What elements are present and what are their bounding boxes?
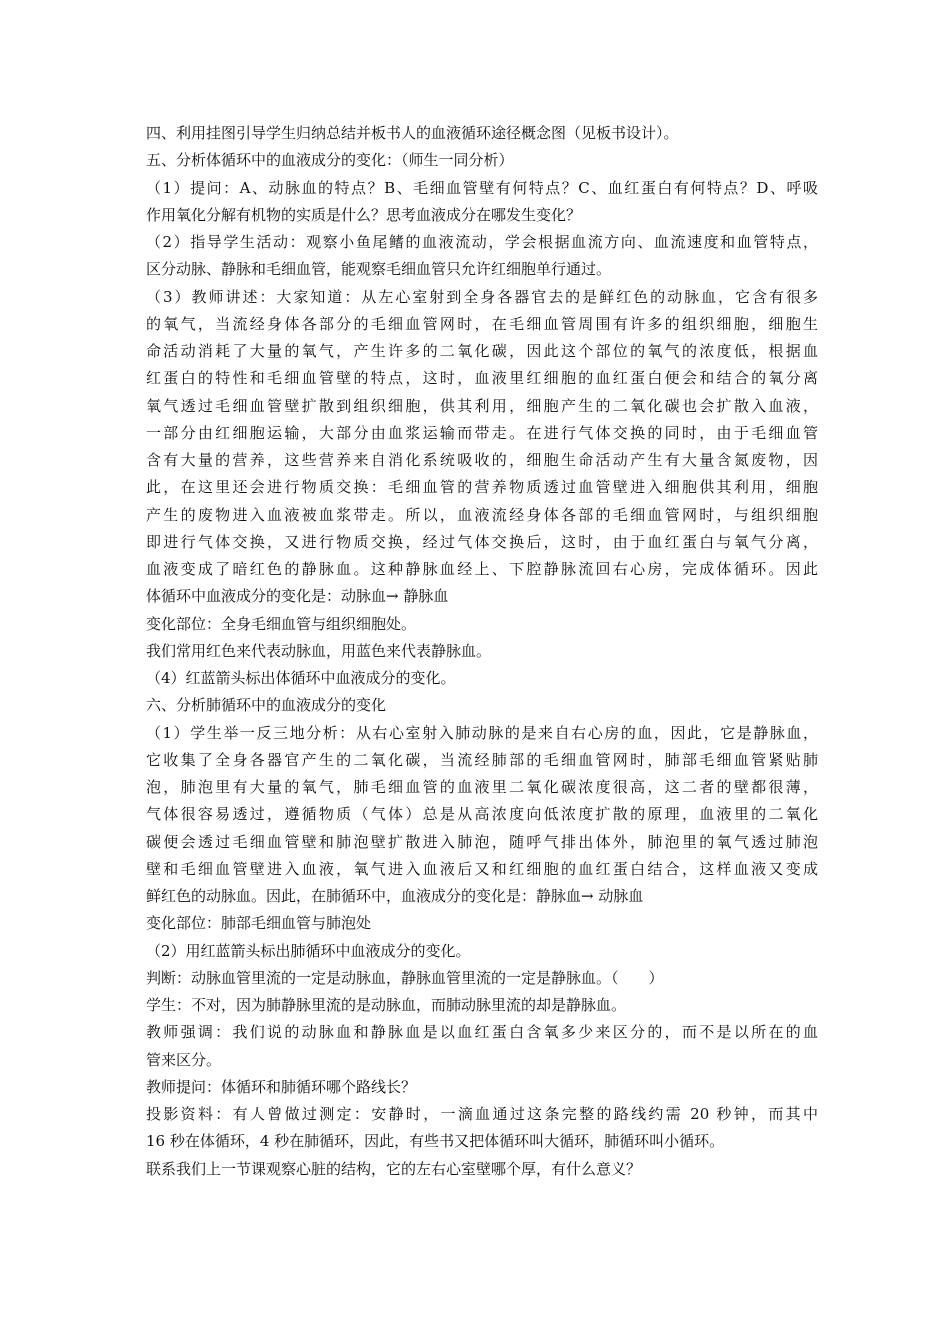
text-line: 区分动脉、静脉和毛细血管，能观察毛细血管只允许红细胞单行通过。 [146, 260, 612, 279]
text-line: 产生的废物进入血液被血浆带走。所以，血液流经身体各部的毛细血管网时，与组织细胞 [146, 505, 818, 524]
text-line: 的氧气，当流经身体各部分的毛细血管网时，在毛细血管周围有许多的组织细胞，细胞生 [146, 314, 818, 333]
text-line: 16 秒在体循环，4 秒在肺循环，因此，有些书又把体循环叫大循环，肺循环叫小循环。 [146, 1132, 725, 1151]
text-line: 氧气透过毛细血管壁扩散到组织细胞，供其利用，细胞产生的二氧化碳也会扩散入血液， [146, 396, 818, 415]
text-line: （2）指导学生活动：观察小鱼尾鳍的血液流动，学会根据血流方向、血流速度和血管特点， [146, 233, 818, 251]
text-line: 五、分析体循环中的血液成分的变化：（师生一同分析） [146, 151, 514, 170]
text-line: 它收集了全身各器官产生的二氧化碳，当流经肺部的毛细血管网时，肺部毛细血管紧贴肺 [146, 750, 818, 769]
text-line: 管来区分。 [146, 1050, 222, 1069]
text-line: （1）学生举一反三地分析：从右心室射入肺动脉的是来自右心房的血，因此，它是静脉血， [146, 723, 818, 742]
text-line: 气体很容易透过，遵循物质（气体）总是从高浓度向低浓度扩散的原理，血液里的二氧化 [146, 805, 818, 824]
text-line: 四、利用挂图引导学生归纳总结并板书人的血液循环途径概念图（见板书设计）。 [146, 124, 679, 142]
text-line: 变化部位：肺部毛细血管与肺泡处 [146, 914, 372, 933]
text-line: 泡，肺泡里有大量的氧气，肺毛细血管的血液里二氧化碳浓度很高，这二者的壁都很薄， [146, 778, 818, 796]
text-line: 即进行气体交换，又进行物质交换，经过气体交换后，这时，由于血红蛋白与氧气分离， [146, 532, 818, 551]
text-line: 体循环中血液成分的变化是：动脉血→ 静脉血 [146, 587, 449, 606]
text-line: 作用氧化分解有机物的实质是什么？思考血液成分在哪发生变化？ [146, 205, 582, 224]
text-line: 碳便会透过毛细血管壁和肺泡壁扩散进入肺泡，随呼气排出体外，肺泡里的氧气透过肺泡 [146, 832, 818, 851]
text-line: 投影资料：有人曾做过测定：安静时，一滴血通过这条完整的路线约需 20 秒钟，而其中 [146, 1105, 818, 1123]
text-line: （3）教师讲述：大家知道：从左心室射到全身各器官去的是鲜红色的动脉血，它含有很多 [146, 287, 818, 306]
text-line: 此，在这里还会进行物质交换：毛细血管的营养物质透过血管壁进入细胞供其利用，细胞 [146, 478, 818, 497]
document-page [146, 120, 818, 1183]
text-line: （4）红蓝箭头标出体循环中血液成分的变化。 [146, 669, 456, 687]
text-line: 壁和毛细血管壁进入血液，氧气进入血液后又和红细胞的血红蛋白结合，这样血液又变成 [146, 859, 818, 878]
text-line: 判断：动脉血管里流的一定是动脉血，静脉血管里流的一定是静脉血。（ ） [146, 968, 664, 987]
text-line: 六、分析肺循环中的血液成分的变化 [146, 696, 387, 715]
text-line: （2）用红蓝箭头标出肺循环中血液成分的变化。 [146, 941, 471, 960]
text-line: 变化部位：全身毛细血管与组织细胞处。 [146, 614, 417, 633]
text-line: 我们常用红色来代表动脉血，用蓝色来代表静脉血。 [146, 641, 492, 660]
text-line: 联系我们上一节课观察心脏的结构，它的左右心室壁哪个厚，有什么意义？ [146, 1159, 642, 1178]
text-line: （1）提问：A、动脉血的特点？B、毛细血管壁有何特点？C、血红蛋白有何特点？D、呼吸 [146, 178, 818, 197]
text-line: 一部分由红细胞运输，大部分由血浆运输而带走。在进行气体交换的同时，由于毛细血管 [146, 423, 818, 442]
text-line: 红蛋白的特性和毛细血管壁的特点，这时，血液里红细胞的血红蛋白便会和结合的氧分离 [146, 369, 818, 388]
text-line: 教师提问：体循环和肺循环哪个路线长？ [146, 1077, 417, 1096]
text-line: 含有大量的营养，这些营养来自消化系统吸收的，细胞生命活动产生有大量含氮废物，因 [146, 451, 818, 469]
text-line: 血液变成了暗红色的静脉血。这种静脉血经上、下腔静脉流回右心房，完成体循环。因此 [146, 560, 818, 578]
text-line: 鲜红色的动脉血。因此，在肺循环中，血液成分的变化是：静脉血→ 动脉血 [146, 887, 644, 905]
text-line: 教师强调：我们说的动脉血和静脉血是以血红蛋白含氧多少来区分的，而不是以所在的血 [146, 1023, 818, 1042]
text-line: 学生：不对，因为肺静脉里流的是动脉血，而肺动脉里流的却是静脉血。 [146, 996, 627, 1014]
text-line: 命活动消耗了大量的氧气，产生许多的二氧化碳，因此这个部位的氧气的浓度低，根据血 [146, 342, 818, 360]
